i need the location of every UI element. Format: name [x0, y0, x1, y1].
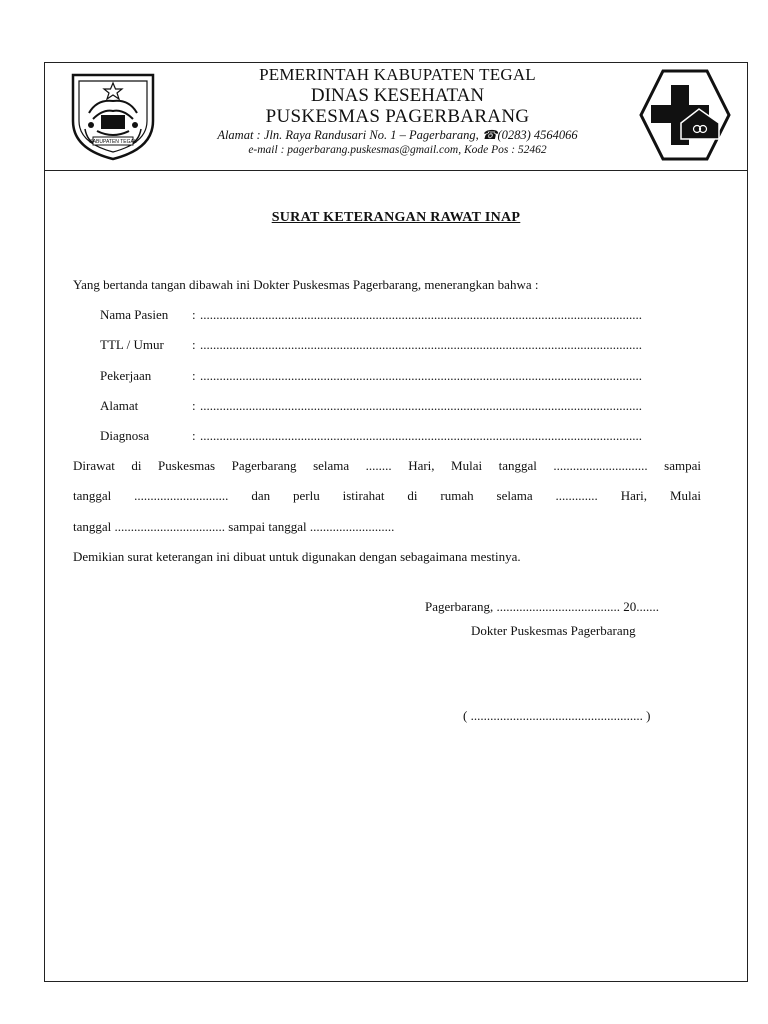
letterhead [45, 63, 747, 171]
intro-text: Yang bertanda tangan dibawah ini Dokter Puskesmas Pagerbarang, menerangkan bahwa : [73, 277, 539, 292]
header-clinic: PUSKESMAS PAGERBARANG [265, 106, 530, 127]
header-agency: DINAS KESEHATAN [310, 85, 485, 106]
field-label: Pekerjaan [100, 368, 152, 383]
field-separator: : [192, 428, 196, 443]
svg-text:KABUPATEN TEGAL: KABUPATEN TEGAL [89, 139, 137, 145]
kabupaten-tegal-emblem [67, 69, 159, 161]
field-separator: : [192, 307, 196, 322]
document-sheet [44, 62, 748, 982]
header-government: PEMERINTAH KABUPATEN TEGAL [259, 65, 536, 84]
field-separator: : [192, 337, 196, 352]
signature-role: Dokter Puskesmas Pagerbarang [471, 623, 636, 638]
field-label: Diagnosa [100, 428, 150, 443]
field-blank[interactable]: ........................................................................................................................................ [200, 337, 642, 352]
field-blank[interactable]: ........................................................................................................................................ [200, 307, 642, 322]
body-line-1: Dirawat di Puskesmas Pagerbarang selama ........ Hari, Mulai tanggal ............................. sampai [73, 458, 701, 473]
signature-name-blank: ( ..................................................... ) [463, 708, 651, 723]
header-email: e-mail : pagerbarang.puskesmas@gmail.com, Kode Pos : 52462 [248, 144, 547, 156]
field-separator: : [192, 368, 196, 383]
document-title: SURAT KETERANGAN RAWAT INAP [271, 210, 521, 225]
field-label: TTL / Umur [100, 337, 164, 352]
field-blank[interactable]: ........................................................................................................................................ [200, 428, 642, 443]
field-blank[interactable]: ........................................................................................................................................ [200, 368, 642, 383]
field-blank[interactable]: ........................................................................................................................................ [200, 398, 642, 413]
closing-text: Demikian surat keterangan ini dibuat untuk digunakan dengan sebagaimana mestinya. [73, 549, 521, 564]
body-line-2: tanggal ............................. dan perlu istirahat di rumah selama ............. Hari, Mulai [73, 488, 701, 503]
field-separator: : [192, 398, 196, 413]
field-label: Alamat [100, 398, 139, 413]
header-address: Alamat : Jln. Raya Randusari No. 1 – Pagerbarang, ☎(0283) 4564066 [217, 128, 578, 142]
field-label: Nama Pasien [100, 307, 169, 322]
signature-place-date: Pagerbarang, ...................................... 20....... [425, 599, 659, 614]
body-line-3: tanggal .................................. sampai tanggal .......................... [73, 519, 395, 534]
puskesmas-emblem [637, 67, 733, 163]
